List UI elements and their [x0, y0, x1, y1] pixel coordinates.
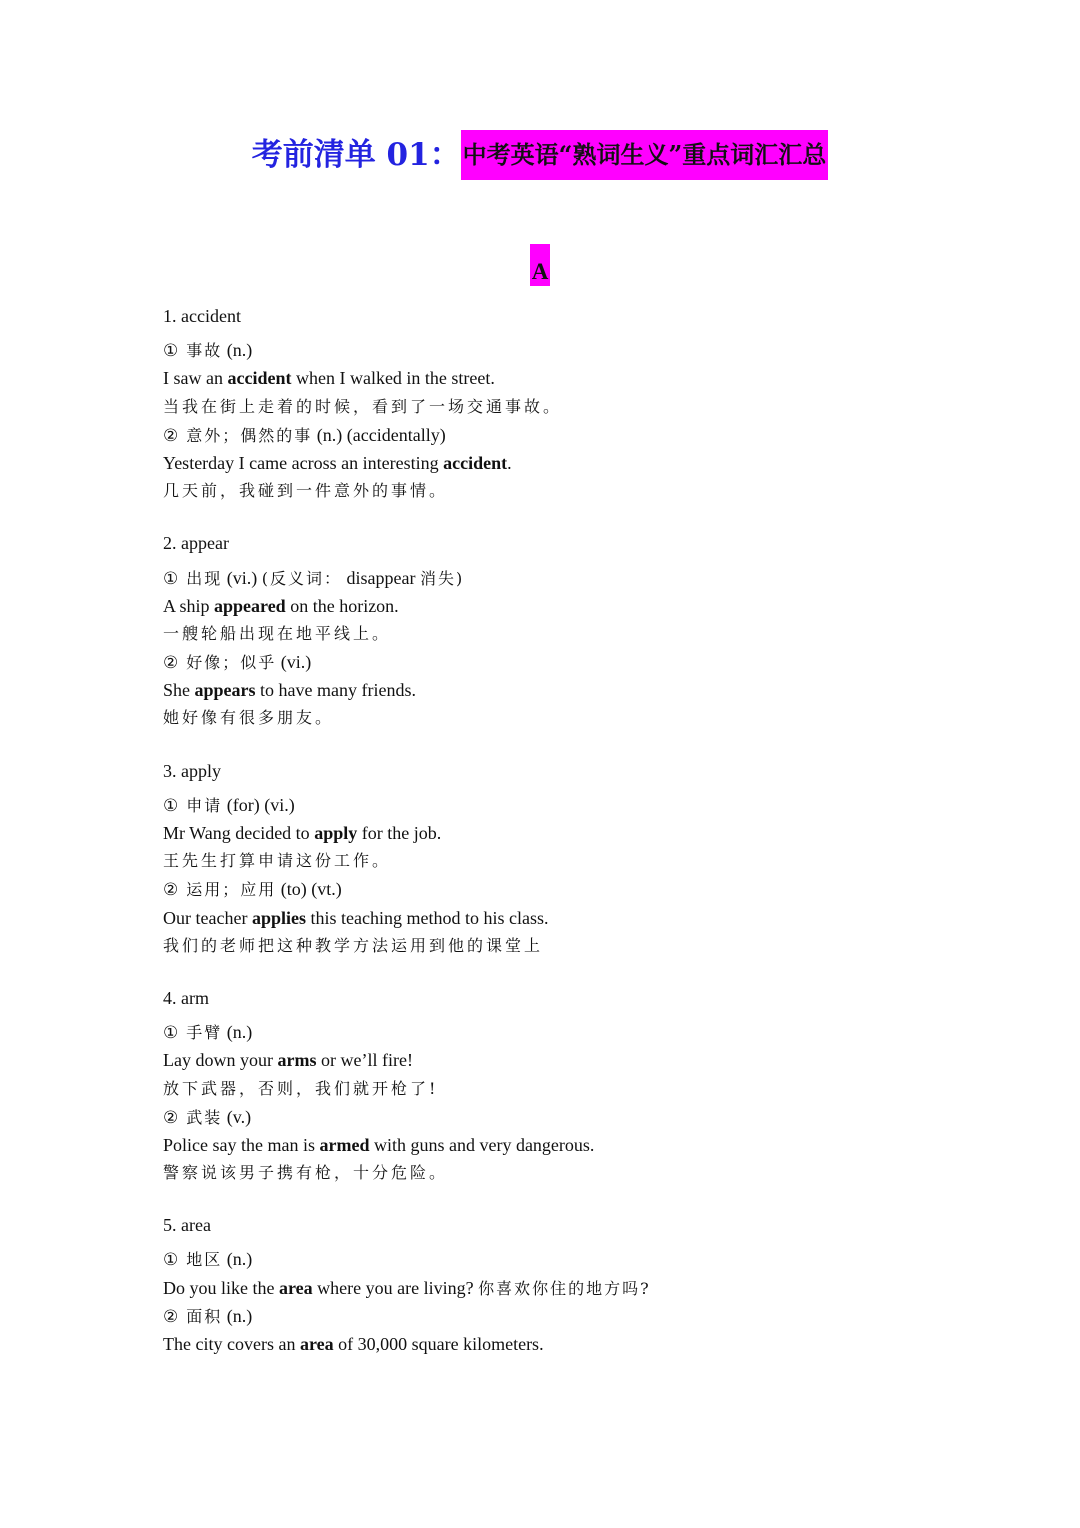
example-keyword: accident: [443, 452, 508, 473]
example-translation: 王先生打算申请这份工作。: [163, 851, 392, 871]
headword: 1. accident: [163, 306, 241, 326]
example-text: Lay down your: [163, 1050, 278, 1071]
sense-definition: [163, 875, 963, 903]
sense-meaning: 申请: [186, 795, 223, 815]
sense-definition: [163, 336, 963, 364]
sense-marker: ②: [163, 1107, 179, 1128]
sense-marker: ②: [163, 880, 179, 901]
sense-definition: [163, 648, 963, 676]
word-entry: [163, 1211, 963, 1358]
example-translation: 当我在街上走着的时候，看到了一场交通事故。: [163, 396, 563, 416]
example-sentence: [163, 676, 963, 704]
example-text: for the job.: [357, 823, 442, 843]
sense-meaning: 好像；似乎: [186, 653, 277, 673]
word-entry: [163, 302, 963, 505]
example-text: A ship: [163, 595, 215, 616]
word-entry: [163, 529, 963, 732]
headword: 3. apply: [163, 760, 221, 781]
example-sentence: [163, 1131, 963, 1159]
sense-marker: ①: [163, 568, 179, 589]
part-of-speech: (for) (vi.): [226, 794, 295, 815]
sense-marker: ②: [163, 1306, 179, 1327]
title-prefix: 考前清单 01：: [251, 137, 461, 173]
example-text: Yesterday I came across an interesting: [163, 452, 444, 473]
part-of-speech: (n.) (accidentally): [316, 424, 446, 445]
sense-marker: ①: [163, 1023, 179, 1044]
example-text: Police say the man is: [163, 1134, 320, 1155]
sense-meaning: 手臂: [186, 1023, 223, 1043]
example-text: She: [163, 680, 195, 701]
section-letter: A: [530, 244, 550, 286]
part-of-speech: (n.): [226, 1305, 253, 1326]
part-of-speech: (vi.): [226, 567, 258, 588]
example-text: or we’ll fire!: [316, 1050, 413, 1071]
word-entry: [163, 757, 963, 960]
example-text: when I walked in the street.: [291, 368, 495, 389]
sense-definition: [163, 1103, 963, 1131]
sense-definition: [163, 1018, 963, 1046]
example-sentence: [163, 1274, 963, 1302]
example-text: Do you like the: [163, 1277, 279, 1298]
example-keyword: appears: [194, 680, 256, 701]
example-keyword: applies: [251, 907, 306, 928]
example-translation: 你喜欢你住的地方吗?: [478, 1278, 651, 1298]
example-keyword: apply: [314, 823, 358, 843]
example-sentence: [163, 364, 963, 392]
example-keyword: arms: [277, 1050, 317, 1071]
part-of-speech: (to) (vt.): [280, 879, 342, 900]
sense-meaning: 运用；应用: [186, 880, 277, 900]
example-keyword: appeared: [214, 595, 286, 616]
sense-definition: [163, 1245, 963, 1273]
example-keyword: area: [278, 1277, 313, 1298]
example-sentence: [163, 592, 963, 620]
antonym-note: (反义词：: [261, 568, 343, 588]
sense-definition: [163, 421, 963, 449]
sense-definition: [163, 791, 963, 819]
example-text: Mr Wang decided to: [163, 823, 315, 843]
headword: 4. arm: [163, 987, 209, 1008]
antonym-word: disappear: [346, 567, 416, 588]
example-text: Our teacher: [163, 907, 252, 928]
example-translation: 一艘轮船出现在地平线上。: [163, 623, 392, 643]
sense-marker: ①: [163, 1250, 179, 1271]
example-keyword: accident: [227, 368, 292, 389]
sense-meaning: 面积: [186, 1306, 223, 1326]
page-title: [0, 130, 1080, 180]
example-translation: 警察说该男子携有枪，十分危险。: [163, 1163, 449, 1183]
sense-marker: ①: [163, 341, 179, 362]
part-of-speech: (n.): [226, 1249, 253, 1270]
example-text: on the horizon.: [285, 595, 399, 616]
sense-meaning: 武装: [186, 1107, 223, 1127]
word-list: [163, 302, 963, 1382]
antonym-meaning: 消失): [419, 568, 465, 588]
example-sentence: [163, 1046, 963, 1074]
example-sentence: [163, 1330, 963, 1358]
part-of-speech: (n.): [226, 340, 253, 361]
example-text: where you are living?: [312, 1277, 474, 1298]
part-of-speech: (v.): [226, 1106, 252, 1127]
example-text: to have many friends.: [255, 680, 416, 701]
example-keyword: area: [299, 1334, 334, 1354]
example-translation: 她好像有很多朋友。: [163, 708, 335, 728]
example-translation: 放下武器，否则，我们就开枪了!: [163, 1078, 439, 1098]
example-text: of 30,000 square kilometers.: [333, 1334, 544, 1354]
example-text: with guns and very dangerous.: [369, 1134, 595, 1155]
sense-marker: ①: [163, 795, 179, 816]
title-highlight: 中考英语“熟词生义”重点词汇汇总: [461, 130, 829, 180]
headword: 2. appear: [163, 533, 229, 554]
sense-meaning: 意外；偶然的事: [186, 425, 313, 445]
part-of-speech: (vi.): [280, 652, 312, 673]
sense-meaning: 事故: [186, 341, 223, 361]
example-sentence: [163, 904, 963, 932]
example-keyword: armed: [319, 1134, 370, 1155]
sense-marker: ②: [163, 653, 179, 674]
example-text: .: [507, 452, 512, 473]
example-sentence: [163, 819, 963, 847]
sense-definition: [163, 1302, 963, 1330]
example-sentence: [163, 449, 963, 477]
example-translation: 几天前，我碰到一件意外的事情。: [163, 481, 449, 501]
sense-meaning: 地区: [186, 1250, 223, 1270]
example-text: I saw an: [163, 368, 228, 389]
sense-definition: [163, 564, 963, 592]
sense-marker: ②: [163, 425, 179, 446]
word-entry: [163, 984, 963, 1187]
example-text: The city covers an: [163, 1334, 300, 1354]
example-text: this teaching method to his class.: [305, 907, 549, 928]
part-of-speech: (n.): [226, 1022, 253, 1043]
sense-meaning: 出现: [186, 568, 223, 588]
example-translation: 我们的老师把这种教学方法运用到他的课堂上: [163, 935, 544, 955]
headword: 5. area: [163, 1215, 211, 1236]
